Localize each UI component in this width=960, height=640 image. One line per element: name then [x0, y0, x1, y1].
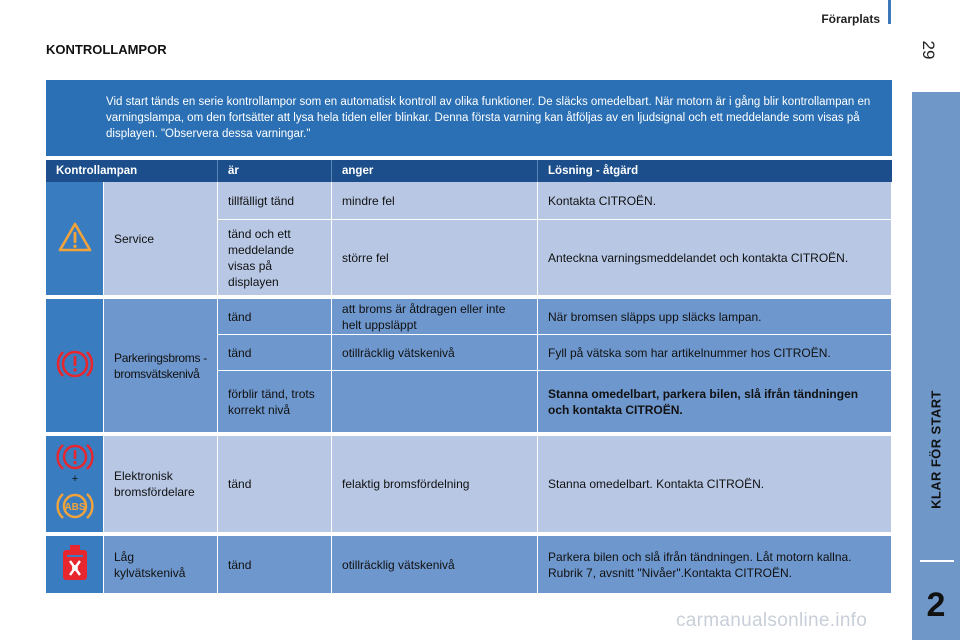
lamp-state: tänd och ett meddelande visas på displayen — [218, 220, 332, 296]
table-row — [46, 436, 892, 533]
lamp-name-ebd: Elektronisk bromsfördelare — [104, 436, 218, 533]
lamp-action: När bromsen släpps upp släcks lampan. — [538, 299, 892, 335]
intro-box — [46, 80, 892, 156]
header-losning: Lösning - åtgärd — [538, 160, 892, 182]
lamp-state: förblir tänd, trots korrekt nivå — [218, 371, 332, 433]
lamp-meaning: felaktig bromsfördelning — [332, 436, 538, 533]
abs-label: ABS — [63, 502, 86, 513]
chapter-divider — [920, 560, 954, 562]
table-header-row — [46, 160, 892, 182]
header-accent-bar — [888, 0, 891, 24]
chapter-number: 2 — [926, 586, 946, 624]
lamp-action: Anteckna varningsmeddelandet och kontakta CITROËN. — [538, 220, 892, 296]
watermark-text: carmanualsonline.info — [676, 610, 868, 631]
lamp-action: Fyll på vätska som har artikelnummer hos CITROËN. — [538, 335, 892, 371]
chapter-side-tab — [912, 92, 960, 640]
brake-icon-cell — [46, 299, 104, 433]
lamp-state: tänd — [218, 335, 332, 371]
table-row — [46, 536, 892, 594]
table-row — [46, 182, 892, 220]
ebd-icon-cell — [46, 436, 104, 533]
page-number: 29 — [919, 40, 938, 60]
table-row — [46, 299, 892, 335]
header-anger: anger — [332, 160, 538, 182]
lamp-meaning: otillräcklig vätskenivå — [332, 536, 538, 594]
lamp-action: Stanna omedelbart. Kontakta CITROËN. — [538, 436, 892, 533]
lamp-meaning — [332, 371, 538, 433]
coolant-level-icon — [57, 543, 93, 587]
header-kontrollampan: Kontrollampan — [46, 160, 218, 182]
header-ar: är — [218, 160, 332, 182]
coolant-icon-cell — [46, 536, 104, 594]
lamp-name-service: Service — [104, 182, 218, 296]
lamp-name-coolant: Låg kylvätskenivå — [104, 536, 218, 594]
lamp-meaning: att broms är åtdragen eller inte helt uppsläppt — [332, 299, 538, 335]
service-icon-cell — [46, 182, 104, 296]
lamp-meaning: mindre fel — [332, 182, 538, 220]
section-heading: KONTROLLAMPOR — [46, 42, 167, 57]
lamp-state: tänd — [218, 436, 332, 533]
icon-plus-sign: + — [71, 473, 78, 485]
intro-text: Vid start tänds en serie kontrollampor som en automatisk kontroll av olika funktioner. De släcks omedelbart. När motorn är i gång blir kontrollampan en varningslampa, om den fortsätter att lysa hela tiden eller blinkar. Denna första varning kan åtföljas av en ljudsignal och ett meddelande som visas på displayen. "Observera dessa varningar." — [106, 96, 871, 140]
warning-lamps-table — [46, 160, 892, 594]
lamp-action: Kontakta CITROËN. — [538, 182, 892, 220]
lamp-state: tillfälligt tänd — [218, 182, 332, 220]
lamp-state: tänd — [218, 536, 332, 594]
lamp-name-parking-brake: Parkeringsbroms - bromsvätskenivå — [104, 299, 218, 433]
lamp-meaning: större fel — [332, 220, 538, 296]
lamp-meaning: otillräcklig vätskenivå — [332, 335, 538, 371]
page-header-title: Förarplats — [821, 12, 880, 26]
lamp-action: Parkera bilen och slå ifrån tändningen. Låt motorn kallna. Rubrik 7, avsnitt "Nivåer".Kontakta CITROËN. — [538, 536, 892, 594]
brake-abs-icon — [52, 436, 98, 532]
chapter-label: KLAR FÖR START — [928, 390, 944, 509]
warning-triangle-icon — [57, 221, 93, 257]
brake-warning-icon — [55, 344, 95, 388]
lamp-state: tänd — [218, 299, 332, 335]
lamp-action: Stanna omedelbart, parkera bilen, slå ifrån tändningen och kontakta CITROËN. — [538, 371, 892, 433]
